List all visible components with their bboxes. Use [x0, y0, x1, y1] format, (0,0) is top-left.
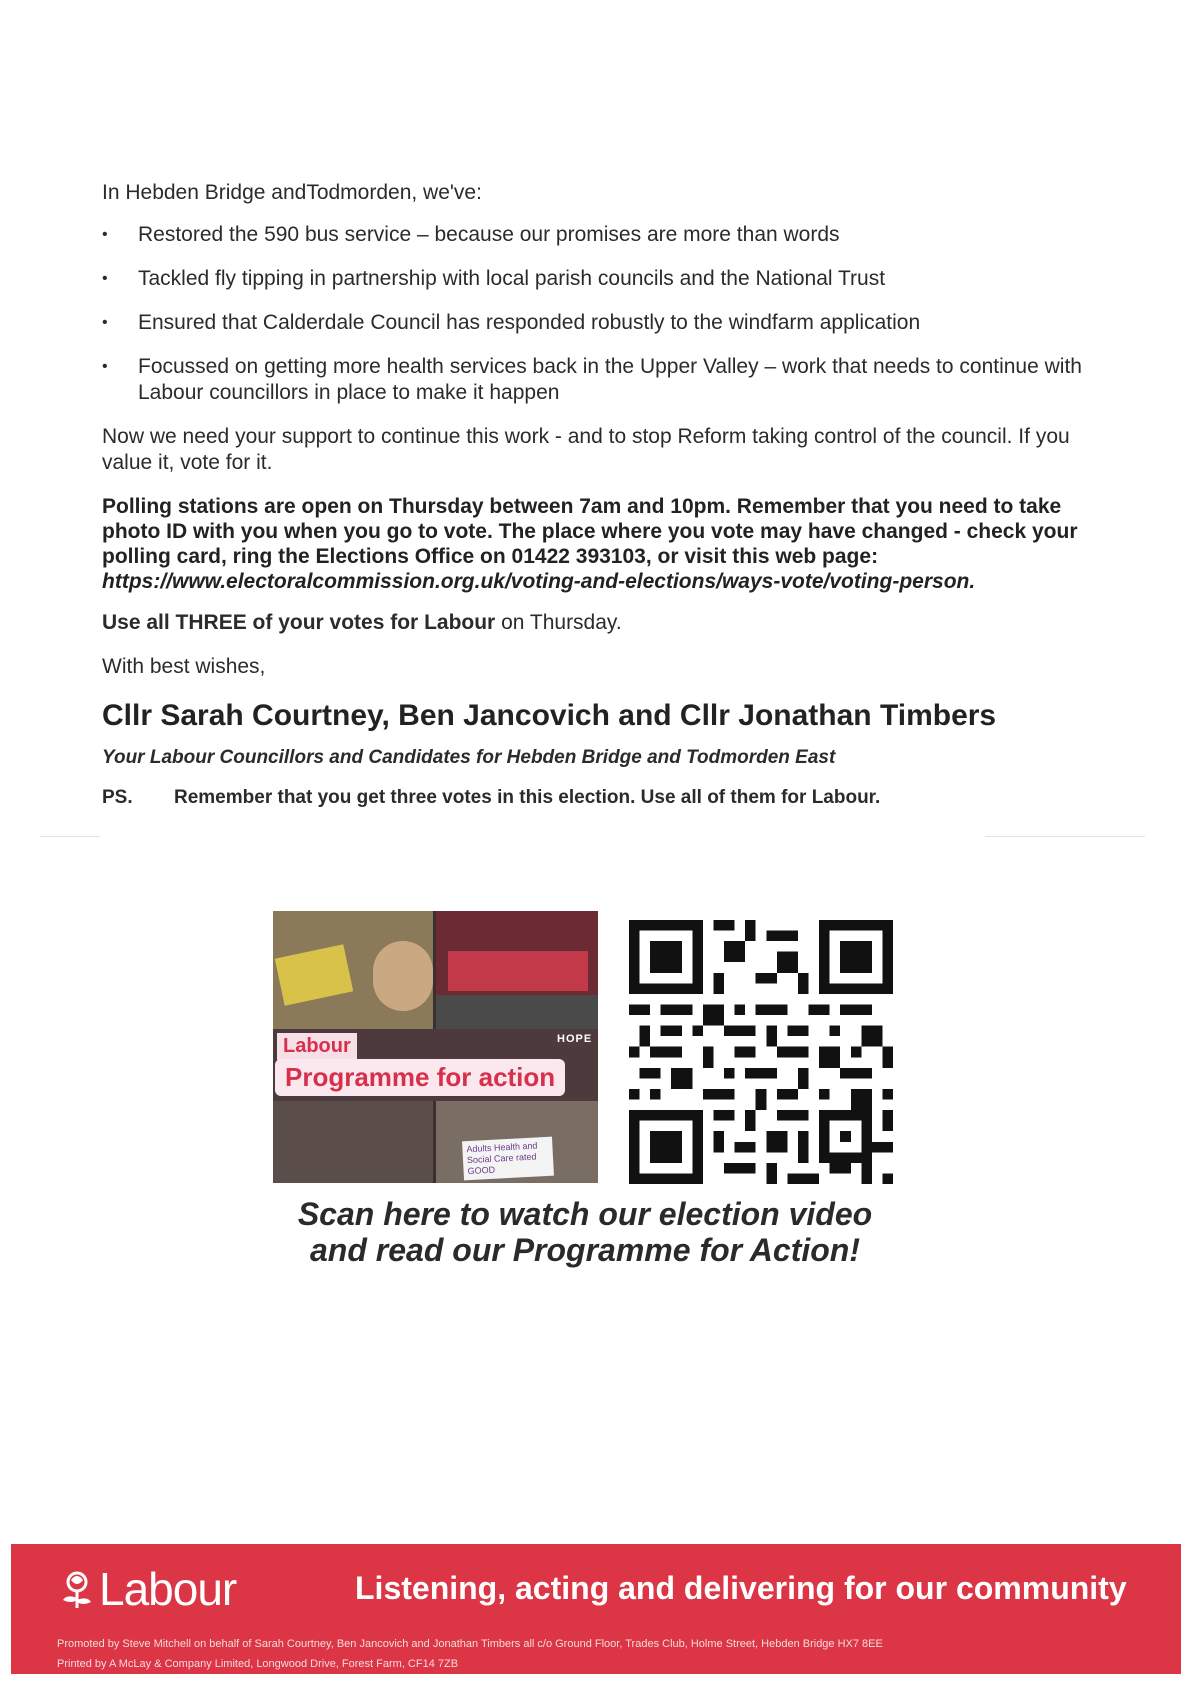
polling-info	[102, 494, 1082, 594]
postscript	[102, 786, 1082, 810]
labour-logo	[57, 1562, 236, 1616]
imprint-promoted: Promoted by Steve Mitchell on behalf of Sarah Courtney, Ben Jancovich and Jonathan Timbers all c/o Ground Floor, Trades Club, Holme Street, Hebden Bridge HX7 8EE	[57, 1638, 883, 1650]
health-care-card: Adults Health and Social Care rated GOOD	[462, 1137, 554, 1181]
votes-rest: on Thursday.	[495, 611, 622, 634]
polling-text: Polling stations are open on Thursday between 7am and 10pm. Remember that you need to take photo ID with you when you go to vote. The place where you vote may have changed - check your polling card, ring the Elections Office on 01422 393103, or visit this web page:	[102, 495, 1078, 568]
labour-wordmark: Labour	[99, 1563, 237, 1615]
divider	[40, 836, 100, 837]
ps-label: PS.	[102, 787, 133, 808]
electoral-commission-link[interactable]: https://www.electoralcommission.org.uk/voting-and-elections/ways-vote/voting-person.	[102, 570, 976, 593]
signatory-roles: Your Labour Councillors and Candidates for Hebden Bridge and Todmorden East	[102, 747, 836, 768]
list-item: • Tackled fly tipping in partnership with local parish councils and the National Trust	[102, 266, 1082, 292]
qr-code-icon[interactable]	[627, 920, 895, 1184]
slogan: Listening, acting and delivering for our community	[355, 1570, 1127, 1606]
hope-sign: HOPE	[557, 1033, 593, 1045]
divider	[985, 836, 1145, 837]
programme-title: Programme for action	[275, 1059, 565, 1096]
imprint-printed: Printed by A McLay & Company Limited, Longwood Drive, Forest Farm, CF14 7ZB	[57, 1658, 459, 1670]
list-item: • Ensured that Calderdale Council has responded robustly to the windfarm application	[102, 310, 1082, 336]
letter-body	[102, 180, 1082, 810]
support-text: Now we need your support to continue this work - and to stop Reform taking control of the council. If you value it, vote for it.	[102, 425, 1070, 474]
ps-text: Remember that you get three votes in this election. Use all of them for Labour.	[174, 787, 881, 808]
labour-brand-label: Labour	[277, 1033, 357, 1060]
votes-reminder	[102, 610, 1082, 636]
scan-call-to-action	[200, 1196, 970, 1268]
list-item: • Restored the 590 bus service – because our promises are more than words	[102, 222, 1082, 248]
programme-for-action-image	[273, 911, 598, 1183]
scan-line-1: Scan here to watch our election video	[297, 1196, 873, 1232]
intro-text: In Hebden Bridge andTodmorden, we've:	[102, 181, 482, 204]
scan-line-2: and read our Programme for Action!	[310, 1232, 860, 1268]
footer-banner	[11, 1544, 1181, 1674]
rose-icon	[57, 1568, 97, 1610]
list-item: • Focussed on getting more health services back in the Upper Valley – work that needs to continue with Labour councillors in place to make it happen	[102, 354, 1082, 406]
votes-bold: Use all THREE of your votes for Labour	[102, 611, 496, 634]
achievements-list	[102, 222, 1082, 406]
signatories: Cllr Sarah Courtney, Ben Jancovich and Cllr Jonathan Timbers	[102, 699, 997, 732]
closing-wishes: With best wishes,	[102, 655, 266, 678]
